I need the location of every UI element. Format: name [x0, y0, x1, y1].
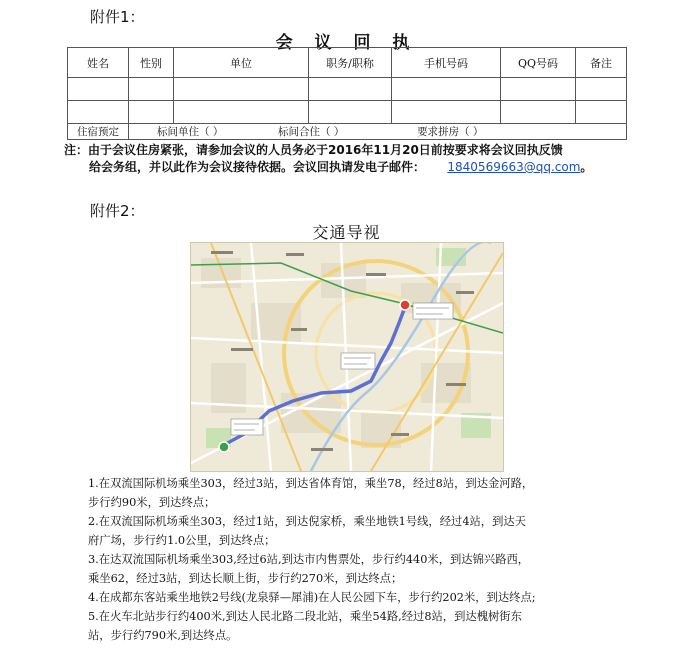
cell-position-2[interactable] [309, 101, 392, 124]
direction-line: 府广场，步行约1.0公里，到达终点； [88, 534, 276, 547]
traffic-guide-title: 交通导视 [312, 223, 381, 242]
cell-mobile-1[interactable] [392, 78, 501, 101]
end-marker-icon [400, 300, 410, 310]
lodging-pair[interactable]: 要求拼房（ ） [417, 126, 484, 138]
header-unit: 单位 [174, 48, 309, 78]
lodging-label: 住宿预定 [68, 124, 129, 140]
route-map-graphic [191, 243, 503, 471]
header-remarks: 备注 [576, 48, 627, 78]
note-line2-text: 给会务组，并以此作为会议接待依据。会议回执请发电子邮件： [89, 160, 426, 174]
start-marker-icon [219, 442, 229, 452]
cell-qq-2[interactable] [501, 101, 576, 124]
cell-name-1[interactable] [68, 78, 129, 101]
header-gender: 性别 [129, 48, 174, 78]
cell-unit-2[interactable] [174, 101, 309, 124]
table-header-row [68, 48, 627, 78]
cell-gender-1[interactable] [129, 78, 174, 101]
header-position: 职务/职称 [309, 48, 392, 78]
direction-line: 3.在达双流国际机场乘坐303,经过6站,到达市内售票处，步行约440米，到达锦兴路西， [88, 553, 530, 566]
table-row [68, 101, 627, 124]
cell-remarks-2[interactable] [576, 101, 627, 124]
cell-qq-1[interactable] [501, 78, 576, 101]
direction-line: 2.在双流国际机场乘坐303，经过1站，到达倪家桥，乘坐地铁1号线，经过4站，到达天 [88, 515, 527, 528]
route-map [190, 242, 504, 472]
direction-line: 5.在火车北站步行约400米,到达人民北路二段北站，乘坐54路,经过8站，到达槐树街东 [88, 610, 522, 623]
lodging-shared[interactable]: 标间合住（ ） [278, 126, 345, 138]
cell-position-1[interactable] [309, 78, 392, 101]
header-mobile: 手机号码 [392, 48, 501, 78]
email-link[interactable]: 1840569663@qq.com [447, 160, 581, 174]
direction-line: 1.在双流国际机场乘坐303，经过3站，到达省体育馆，乘坐78，经过8站，到达金河路， [88, 477, 534, 490]
cell-mobile-2[interactable] [392, 101, 501, 124]
cell-gender-2[interactable] [129, 101, 174, 124]
note-line2 [64, 159, 654, 176]
direction-line: 乘坐62，经过3站，到达长顺上街，步行约270米，到达终点； [88, 572, 403, 585]
receipt-form-table [67, 47, 627, 140]
header-name: 姓名 [68, 48, 129, 78]
header-qq: QQ号码 [501, 48, 576, 78]
lodging-single[interactable]: 标间单住（ ） [157, 126, 224, 138]
attachment2-label: 附件2： [90, 202, 145, 220]
note-line2-end: 。 [580, 160, 593, 174]
lodging-row [68, 124, 627, 140]
direction-line: 站，步行约790米,到达终点。 [88, 629, 238, 642]
lodging-options [129, 124, 627, 140]
cell-unit-1[interactable] [174, 78, 309, 101]
receipt-title: 会 议 回 执 [275, 33, 418, 53]
direction-line: 4.在成都东客站乘坐地铁2号线(龙泉驿—犀浦)在人民公园下车，步行约202米，到达终点; [88, 591, 536, 604]
cell-remarks-1[interactable] [576, 78, 627, 101]
direction-line: 步行约90米，到达终点； [88, 496, 216, 509]
note-line1: 注：由于会议住房紧张，请参加会议的人员务必于2016年11月20日前按要求将会议回执反馈 [64, 143, 563, 157]
table-row [68, 78, 627, 101]
directions-list [88, 474, 618, 645]
receipt-note [64, 142, 654, 176]
attachment1-label: 附件1： [90, 8, 145, 26]
cell-name-2[interactable] [68, 101, 129, 124]
